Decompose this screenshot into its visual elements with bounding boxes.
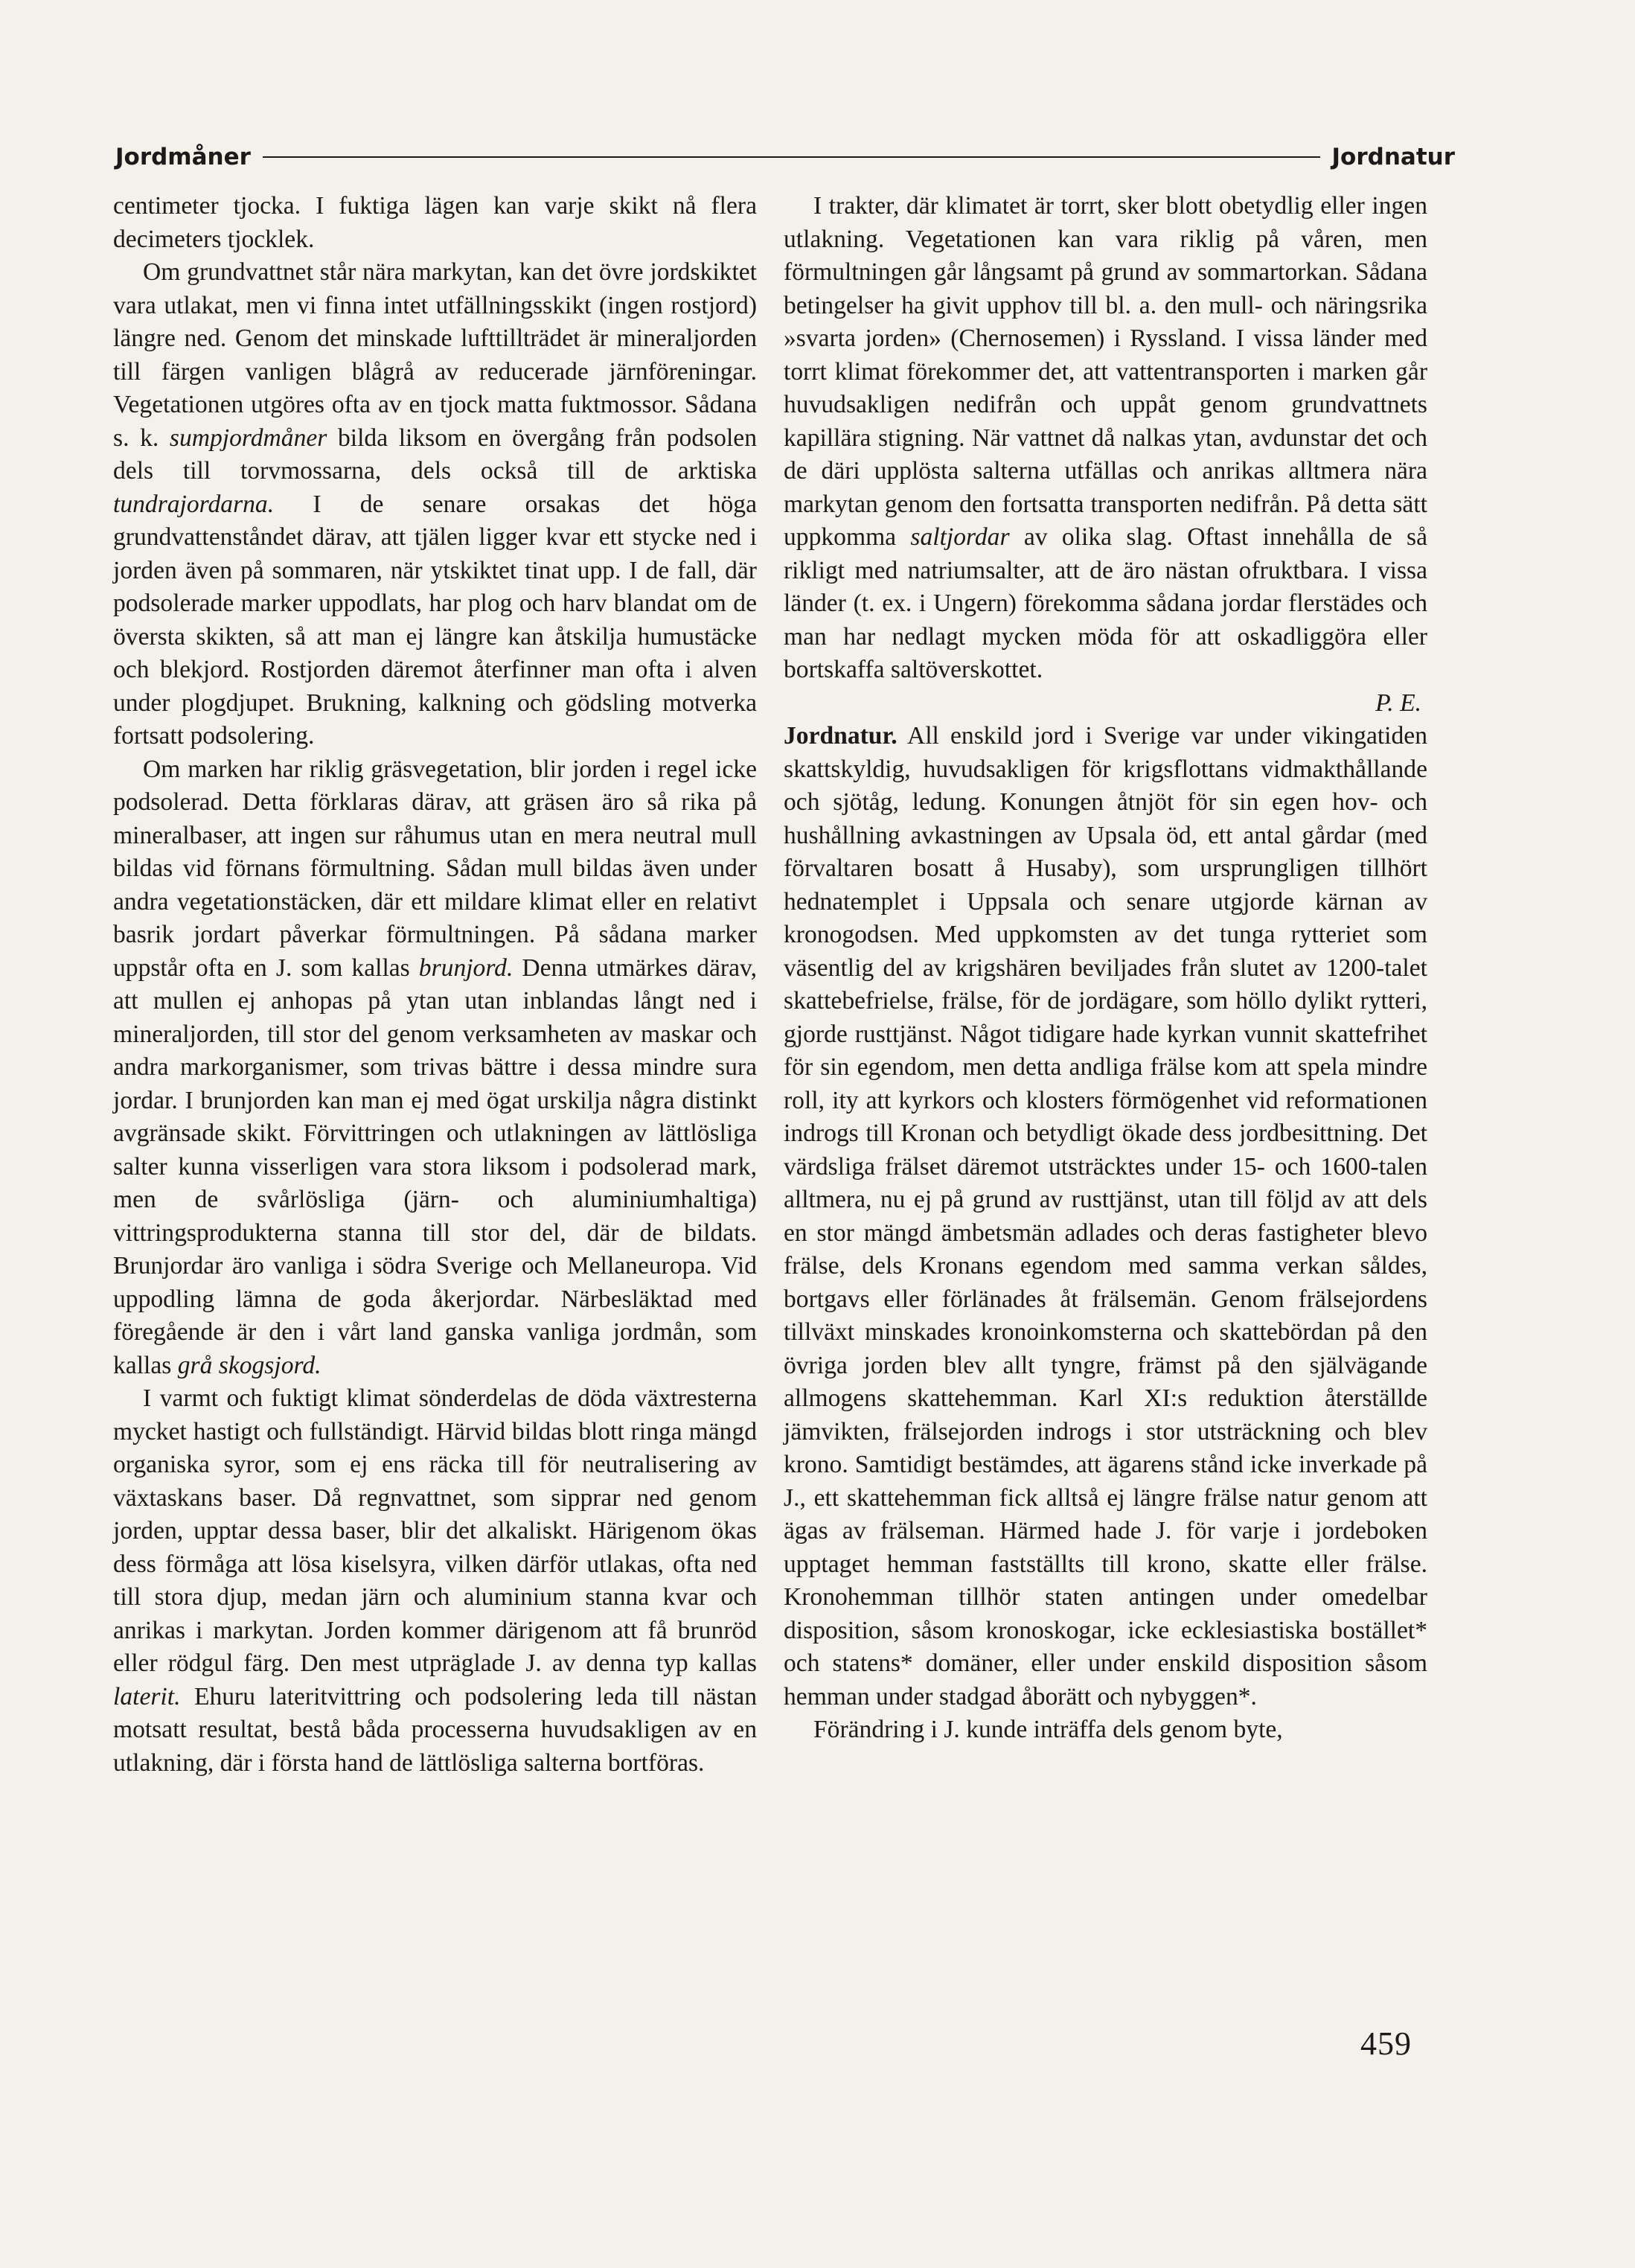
paragraph [113, 256, 757, 753]
italic-term: sumpjordmåner [169, 424, 327, 452]
entry-headword: Jordnatur. [784, 722, 898, 750]
header-left-term: Jordmåner [115, 144, 251, 170]
header-rule [263, 156, 1320, 158]
paragraph [784, 190, 1427, 687]
paragraph [113, 1382, 757, 1780]
paragraph-text: Om grundvattnet står nära markytan, kan det övre jordskiktet vara utlakat, men vi finna intet utfällningsskikt (ingen rostjord) längre ned. Genom det minskade lufttillträdet är mineraljorden till färgen vanligen blågrå av reducerade järnföreningar. Vegetationen utgöres ofta av en tjock matta fuktmossor. Sådana s. k. [113, 258, 757, 452]
paragraph [784, 1713, 1427, 1747]
paragraph-text: Förändring i J. kunde inträffa dels genom byte, [813, 1716, 1283, 1743]
italic-term: brunjord. [418, 953, 513, 982]
paragraph-text: I varmt och fuktigt klimat sönderdelas de döda växtresterna mycket hastigt och fullständigt. Härvid bildas blott ringa mängd organiska syror, som ej ens räcka till för neutralisering av växtaskans baser. Då regnvattnet, som sipprar ned genom jorden, upptar dessa baser, blir det alkaliskt. Härigenom ökas dess förmåga att lösa kiselsyra, vilken därför utlakas, ofta ned till stora djup, medan järn och aluminium stanna kvar och anrikas i markytan. Jorden kommer därigenom att få brunröd eller rödgul färg. Den mest utpräglade J. av denna typ kallas [113, 1384, 757, 1677]
italic-term: tundrajordarna. [113, 490, 275, 518]
paragraph-text: bilda liksom en övergång från podsolen dels till torvmossarna, dels också till de arktiska [113, 424, 757, 485]
paragraph [113, 753, 757, 1383]
paragraph-text: Denna utmärkes därav, att mullen ej anhopas på ytan utan inblandas långt ned i mineraljorden, till stor del genom verksamheten av maskar och andra markorganismer, som trivas bättre i dessa mindre sura jordar. I brunjorden kan man ej med ögat urskilja några distinkt avgränsade skikt. Förvittringen och utlakningen av lättlösliga salter kunna visserligen vara stora liksom i podsolerad mark, men de svårlösliga (järn- och aluminiumhaltiga) vittringsprodukterna stanna till stor del, där de bildats. Brunjordar äro vanliga i södra Sverige och Mellaneuropa. Vid uppodling lämna de goda åkerjordar. Närbesläktad med föregående är den i vårt land ganska vanliga jordmån, som kallas [113, 953, 757, 1379]
paragraph [113, 190, 757, 256]
paragraph-text: av olika slag. Oftast innehålla de så rikligt med natriumsalter, att de äro nästan ofruktbara. I vissa länder (t. ex. i Ungern) förekomma sådana jordar flerstädes och man har nedlagt mycken möda för att oskadliggöra eller bortskaffa saltöverskottet. [784, 523, 1427, 683]
paragraph-text: All enskild jord i Sverige var under vikingatiden skattskyldig, huvudsakligen för krigsflottans vidmakthållande och sjötåg, ledung. Konungen åtnjöt för sin egen hov- och hushållning avkastningen av Upsala öd, ett antal gårdar (med förvaltaren bosatt å Husaby), som ursprungligen tillhört hednatemplet i Uppsala och senare utgjorde kärnan av kronogodsen. Med uppkomsten av det tunga rytteriet som väsentlig del av krigshären beviljades från slutet av 1200-talet skattebefrielse, frälse, för de jordägare, som höllo dylikt rytteri, gjorde rusttjänst. Något tidigare hade kyrkan vunnit skattefrihet för sin egendom, men detta andliga frälse kom att spela mindre roll, ity att kyrkors och klosters förmögenhet vid reformationen indrogs till Kronan och betydligt ökade dess jordbesittning. Det värdsliga frälset däremot utsträcktes under 15- och 1600-talen alltmera, nu ej på grund av rusttjänst, utan till följd av att dels en stor mängd ämbetsmän adlades och deras fastigheter blevo frälse, dels Kronans egendom med samma verkan såldes, bortgavs eller förlänades åt frälsemän. Genom frälsejordens tillväxt minskades kronoinkomsterna och skattebördan på den övriga jorden blev allt tyngre, främst på den självägande allmogens skattehemman. Karl XI:s reduktion återställde jämvikten, frälsejorden indrogs i stor utsträckning och blev krono. Samtidigt bestämdes, att ägarens stånd icke inverkade på J., ett skattehemman fick alltså ej längre frälse natur genom att ägas av frälseman. Härmed hade J. för varje i jordeboken upptaget hemman fastställts till krono, skatte eller frälse. Kronohemman tillhör staten antingen under omedelbar disposition, såsom kronoskogar, icke ecklesiastiska bostället* och statens* domäner, eller under enskild disposition såsom hemman under stadgad åborätt och nybyggen*. [784, 722, 1427, 1710]
paragraph-text: Ehuru lateritvittring och podsolering leda till nästan motsatt resultat, bestå båda processerna huvudsakligen av en utlakning, där i första hand de lättlösliga salterna bortföras. [113, 1682, 757, 1777]
paragraph-text: I de senare orsakas det höga grundvattenståndet därav, att tjälen ligger kvar ett stycke ned i jorden även på sommaren, när ytskiktet tinat upp. I de fall, där podsolerade marker uppodlats, har plog och harv blandat om de översta skikten, så att man ej längre kan åtskilja humustäcke och blekjord. Rostjorden däremot återfinner man ofta i alven under plogdjupet. Brukning, kalkning och gödsling motverka fortsatt podsolering. [113, 490, 757, 750]
italic-term: grå skogsjord. [177, 1351, 321, 1379]
running-header [115, 138, 1455, 176]
right-column [784, 190, 1427, 1747]
paragraph-text: I trakter, där klimatet är torrt, sker blott obetydlig eller ingen utlakning. Vegetationen kan vara riklig på våren, men förmultningen går långsamt på grund av sommartorkan. Sådana betingelser ha givit upphov till bl. a. den mull- och näringsrika »svarta jorden» (Chernosemen) i Ryssland. I vissa länder med torrt klimat förekommer det, att vattentransporten i marken går huvudsakligen nedifrån och uppåt genom grundvattnets kapillära stigning. När vattnet då nalkas ytan, avdunstar det och de däri upplösta salterna utfällas och anrikas alltmera nära markytan genom den fortsatta transporten nedifrån. På detta sätt uppkomma [784, 192, 1427, 551]
encyclopedia-entry [784, 720, 1427, 1713]
header-right-term: Jordnatur [1331, 144, 1455, 170]
left-column [113, 190, 757, 1780]
paragraph-text: Om marken har riklig gräsvegetation, blir jorden i regel icke podsolerad. Detta förklaras därav, att gräsen äro så rika på mineralbaser, att ingen sur råhumus utan en mera neutral mull bildas vid förnans förmultning. Sådan mull bildas även under andra vegetationstäcken, där ett mildare klimat eller en relativt basrik jordart påverkar förmultningen. På sådana marker uppstår ofta en J. som kallas [113, 755, 757, 982]
page-number: 459 [1360, 2025, 1412, 2062]
italic-term: saltjordar [910, 523, 1010, 551]
paragraph-text: centimeter tjocka. I fuktiga lägen kan varje skikt nå flera decimeters tjocklek. [113, 192, 757, 253]
author-signature: P. E. [1375, 689, 1421, 717]
italic-term: laterit. [113, 1682, 181, 1710]
